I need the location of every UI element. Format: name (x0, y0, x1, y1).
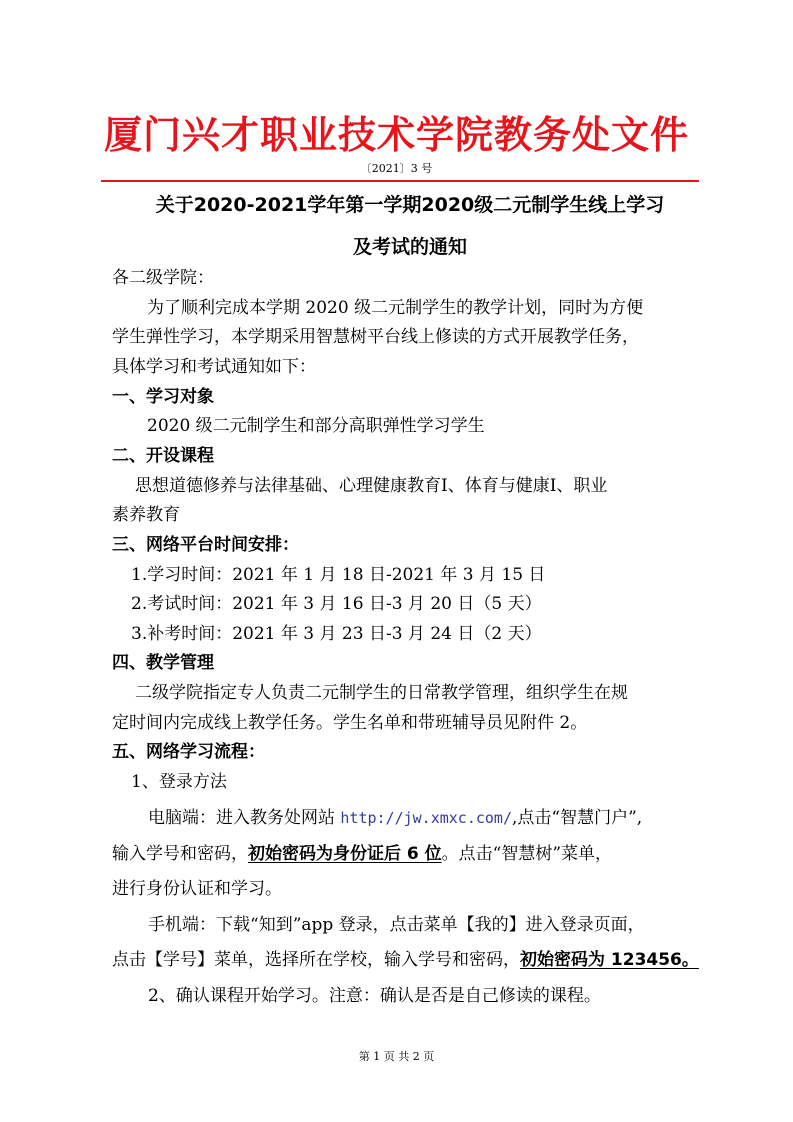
notice-title-line-2: 及考试的通知 (352, 236, 467, 258)
intro-line-3: 具体学习和考试通知如下： (112, 357, 316, 377)
pc-login-line-1 (148, 806, 642, 830)
notice-title-line-1: 关于2020-2021学年第一学期2020级二元制学生线上学习 (155, 194, 665, 216)
section-2-text-line-2: 素养教育 (112, 505, 180, 525)
intro-line-2: 学生弹性学习，本学期采用智慧树平台线上修读的方式开展教学任务， (112, 327, 639, 347)
salutation: 各二级学院： (112, 268, 214, 288)
schedule-item-exam: 2.考试时间：2021 年 3 月 16 日-3 月 20 日（5 天） (131, 594, 542, 614)
document-number: 〔2021〕3 号 (360, 162, 433, 175)
academic-affairs-url-link[interactable]: http://jw.xmxc.com/ (340, 809, 512, 827)
mobile-login-line-2-prefix: 点击【学号】菜单，选择所在学校，输入学号和密码， (112, 950, 520, 970)
mobile-login-line-1: 手机端：下载“知到”app 登录，点击菜单【我的】进入登录页面， (148, 915, 645, 935)
section-3-heading: 三、网络平台时间安排： (112, 535, 299, 555)
page-footer: 第 1 页 共 2 页 (358, 1050, 435, 1063)
intro-line-1: 为了顺利完成本学期 2020 级二元制学生的教学计划，同时为方便 (147, 298, 644, 318)
section-5-heading: 五、网络学习流程： (112, 742, 265, 762)
schedule-item-study: 1.学习时间：2021 年 1 月 18 日-2021 年 3 月 15 日 (131, 565, 546, 585)
red-divider (101, 180, 699, 182)
login-method-subheading: 1、登录方法 (131, 772, 227, 792)
section-1-heading: 一、学习对象 (112, 387, 214, 407)
mobile-initial-password-note: 初始密码为 123456。 (520, 950, 699, 970)
section-2-heading: 二、开设课程 (112, 446, 214, 466)
section-2-text-line-1: 思想道德修养与法律基础、心理健康教育Ⅰ、体育与健康Ⅰ、职业 (135, 476, 608, 496)
section-1-text: 2020 级二元制学生和部分高职弹性学习学生 (147, 416, 485, 436)
pc-login-line-2-prefix: 输入学号和密码， (112, 844, 248, 864)
schedule-item-makeup: 3.补考时间：2021 年 3 月 23 日-3 月 24 日（2 天） (131, 624, 542, 644)
pc-login-line-3: 进行身份认证和学习。 (112, 879, 282, 899)
pc-login-suffix: ,点击“智慧门户”, (512, 808, 643, 828)
section-4-heading: 四、教学管理 (112, 653, 214, 673)
pc-login-prefix: 电脑端：进入教务处网站 (148, 808, 341, 828)
confirm-course-step: 2、确认课程开始学习。注意：确认是否是自己修读的课程。 (148, 986, 601, 1006)
pc-login-line-2 (112, 842, 612, 866)
section-4-text-line-1: 二级学院指定专人负责二元制学生的日常教学管理，组织学生在规 (135, 683, 628, 703)
mobile-login-line-2 (112, 948, 699, 972)
org-header-title: 厦门兴才职业技术学院教务处文件 (103, 112, 689, 157)
pc-initial-password-note: 初始密码为身份证后 6 位 (248, 844, 442, 864)
pc-login-line-2-suffix: 。点击“智慧树”菜单， (441, 844, 613, 864)
section-4-text-line-2: 定时间内完成线上教学任务。学生名单和带班辅导员见附件 2。 (112, 713, 588, 733)
